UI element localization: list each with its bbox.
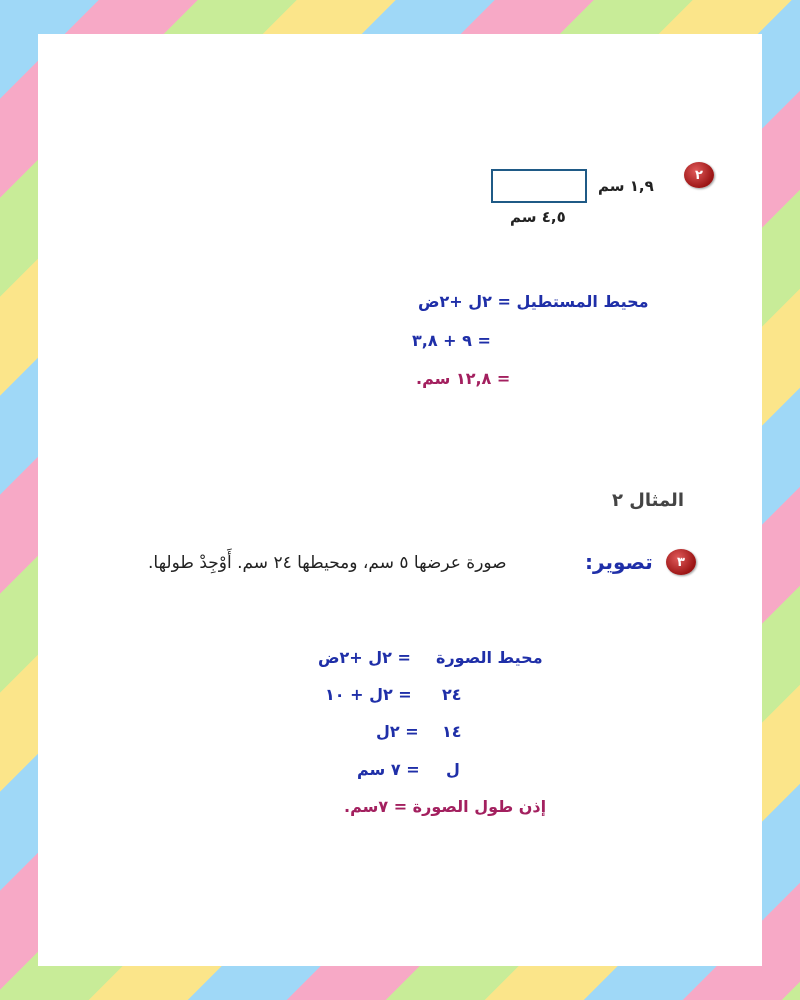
conclusion-line: إذن طول الصورة = ٧سم.: [344, 797, 547, 816]
exercise-number-badge: ٢: [684, 162, 714, 188]
example-title: المثال ٢: [612, 490, 684, 511]
photo-perimeter-formula: = ٢ل +٢ض: [318, 648, 411, 667]
rectangle-diagram: [491, 169, 587, 203]
question-keyword: تصوير:: [585, 550, 653, 574]
step3-left: ١٤: [442, 722, 462, 741]
perimeter-result-line: = ١٢,٨ سم.: [416, 369, 511, 388]
step4-left: ل: [446, 760, 460, 779]
rectangle-width-label: ١,٩ سم: [598, 177, 654, 195]
rectangle-length-label: ٤,٥ سم: [510, 208, 566, 226]
question-text: صورة عرضها ٥ سم، ومحيطها ٢٤ سم. أَوْجِدْ طولها.: [148, 553, 507, 573]
step3-right: = ٢ل: [376, 722, 419, 741]
perimeter-formula-line: محيط المستطيل = ٢ل +٢ض: [418, 292, 649, 311]
photo-perimeter-label: محيط الصورة: [436, 648, 543, 667]
perimeter-substitution-line: = ٩ + ٣,٨: [412, 331, 491, 350]
exercise-number-badge-2: ٣: [666, 549, 696, 575]
step4-right: = ٧ سم: [357, 760, 420, 779]
step2-left: ٢٤: [442, 685, 462, 704]
step2-right: = ٢ل + ١٠: [325, 685, 412, 704]
